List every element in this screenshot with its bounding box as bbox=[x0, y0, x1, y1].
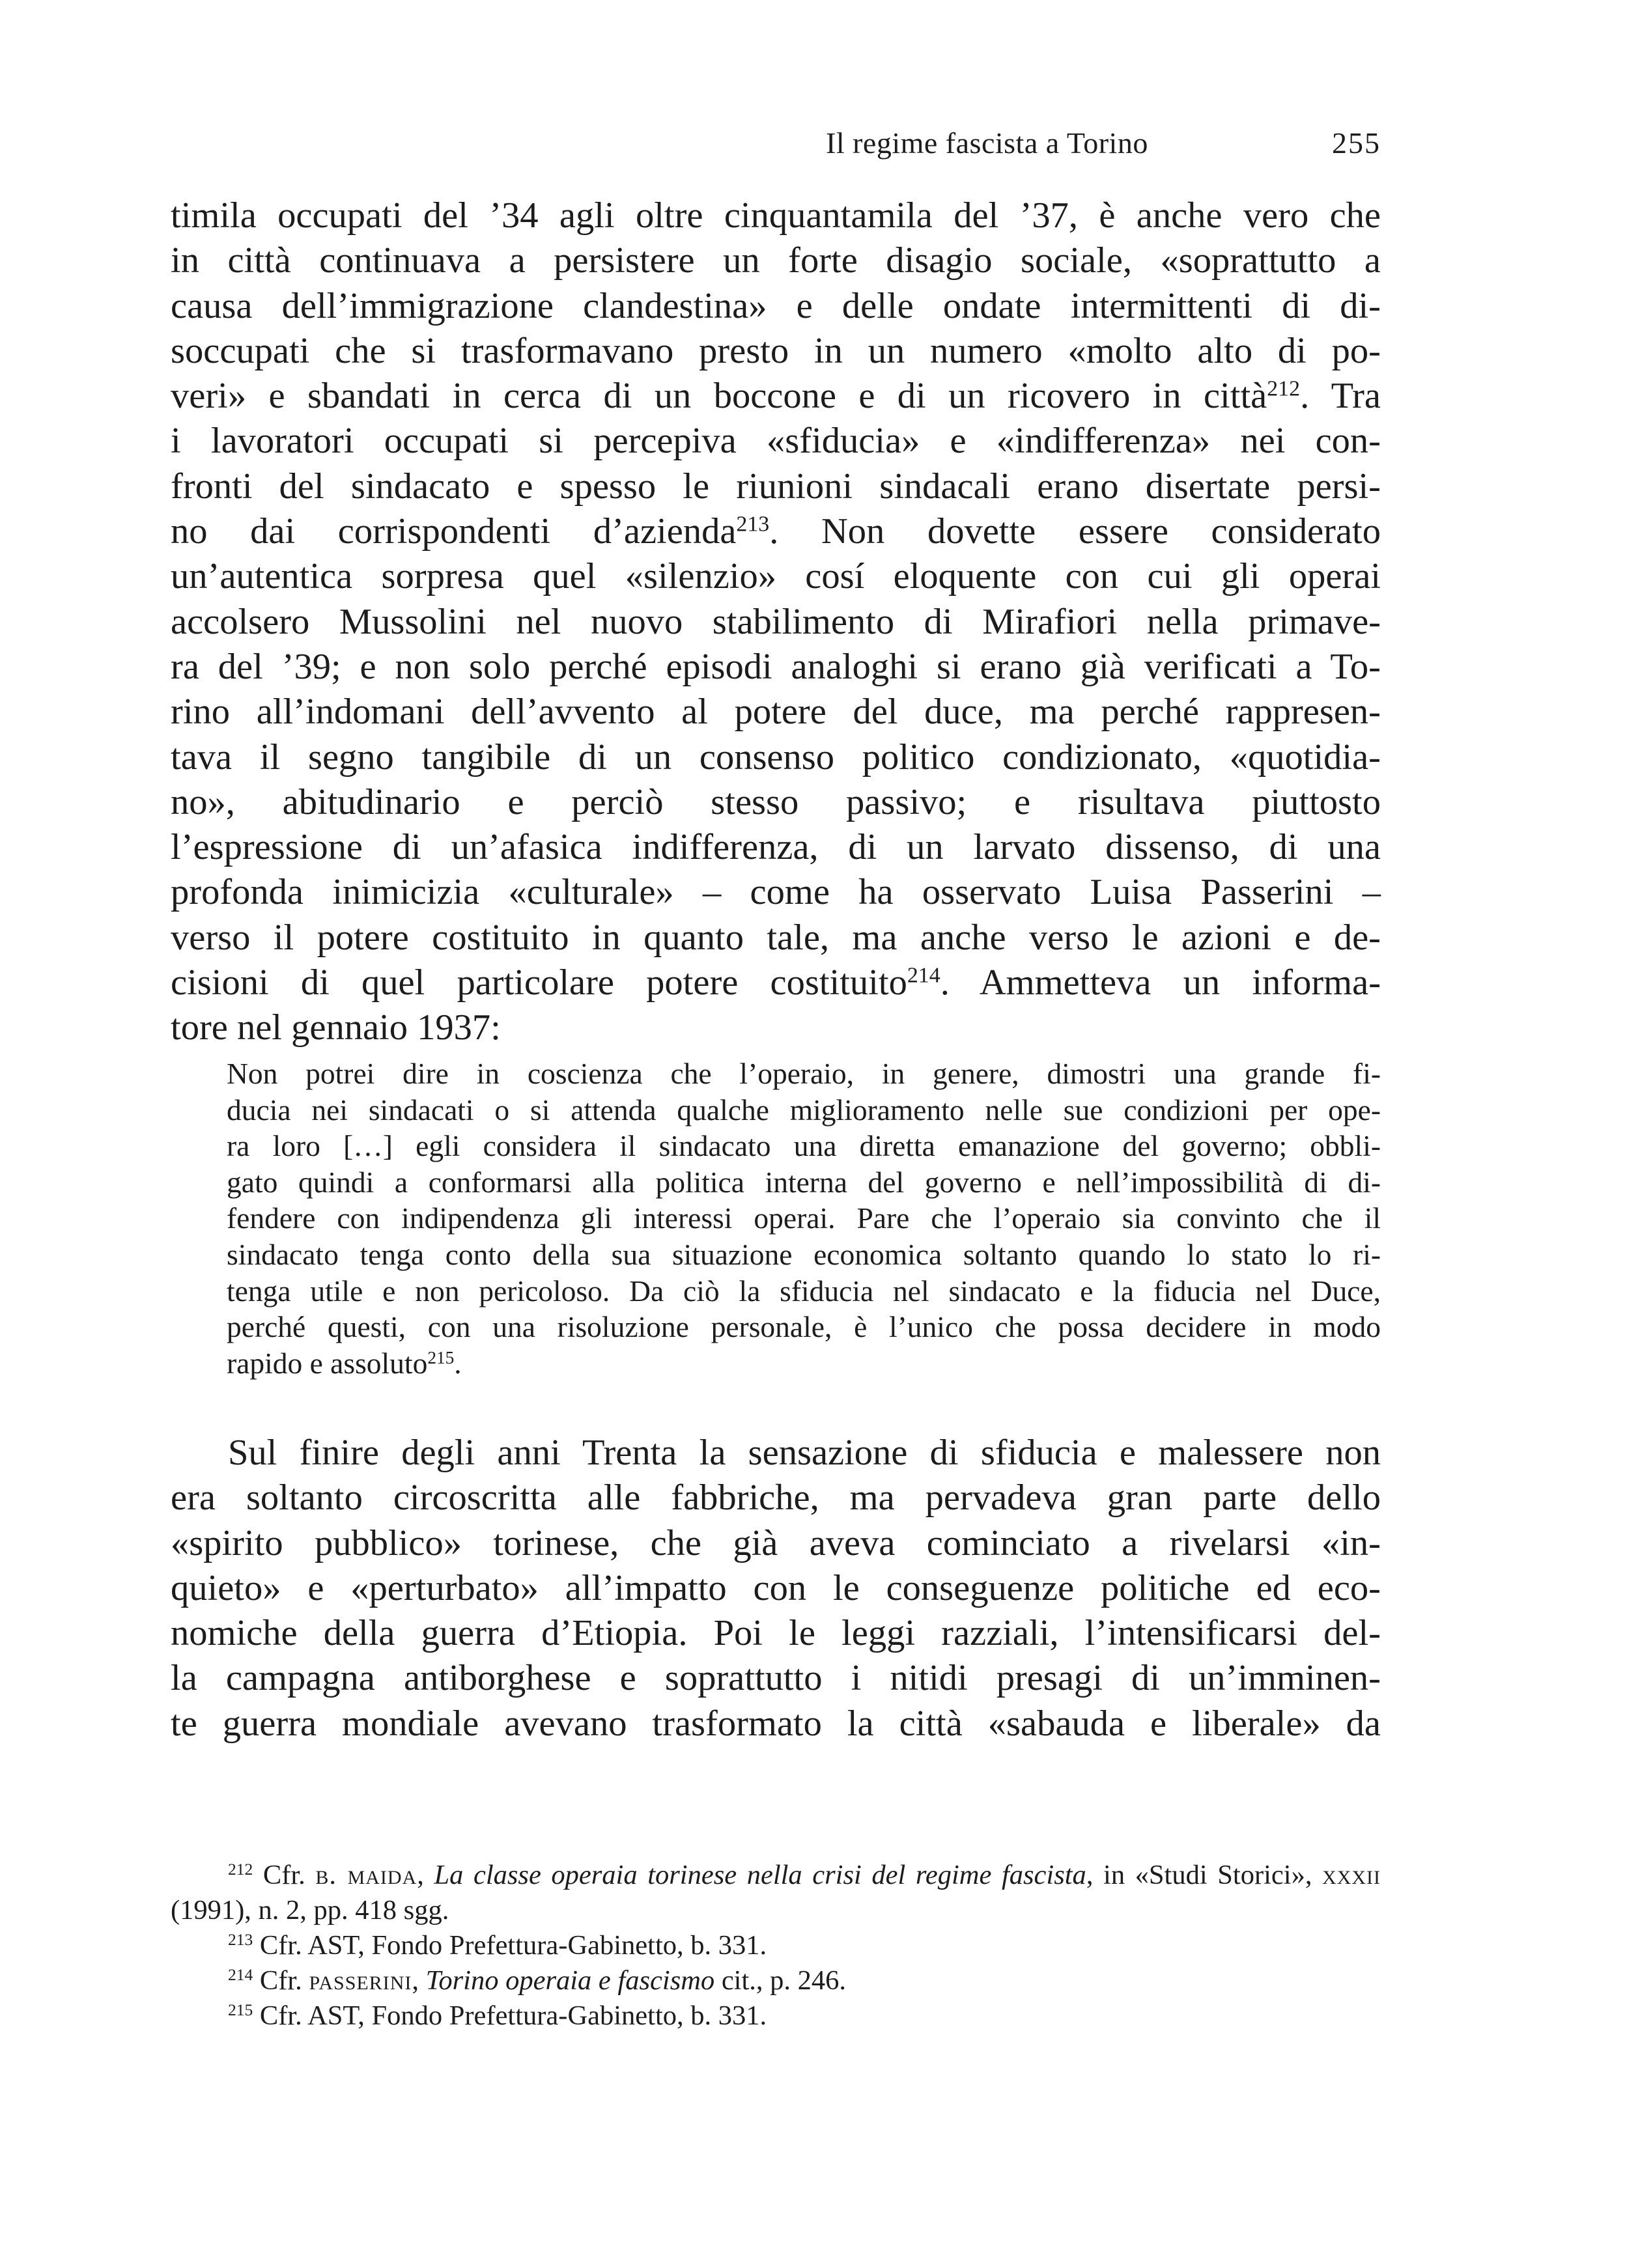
footnote-author: b. maida bbox=[315, 1860, 417, 1890]
paragraph-1 bbox=[171, 193, 1381, 1051]
text-line: gato quindi a conformarsi alla politica interna del governo e nell’impossibilità di di- bbox=[227, 1165, 1381, 1199]
text-line: quieto» e «perturbato» all’impatto con le conseguenze politiche ed eco- bbox=[171, 1567, 1381, 1608]
footnote-title: Torino operaia e fascismo bbox=[425, 1965, 715, 1996]
footnote-marker: 214 bbox=[907, 963, 940, 988]
text-line: no dai corrispondenti d’azienda$^{213}$. Non dovette essere considerato bbox=[171, 511, 1381, 552]
text-line: veri» e sbandati in cerca di un boccone e di un ricovero in città$^{212}$. Tra bbox=[171, 376, 1381, 417]
footnote-214: $^{214}$ Cfr. passerini, Torino operaia e fascismo cit., p. 246. bbox=[228, 1965, 847, 1996]
text-line: un’autentica sorpresa quel «silenzio» cosí eloquente con cui gli operai bbox=[171, 556, 1381, 597]
text-line: verso il potere costituito in quanto tale, ma anche verso le azioni e de- bbox=[171, 917, 1381, 958]
text-line: tore nel gennaio 1937: bbox=[171, 1007, 501, 1048]
text-line: fendere con indipendenza gli interessi operai. Pare che l’operaio sia convinto che il bbox=[227, 1201, 1381, 1235]
running-title: Il regime fascista a Torino bbox=[826, 126, 1148, 160]
footnote-212-continuation: (1991), n. 2, pp. 418 sgg. bbox=[171, 1895, 449, 1925]
text-line: Non potrei dire in coscienza che l’operaio, in genere, dimostri una grande fi- bbox=[227, 1057, 1381, 1090]
footnote-marker: 212 bbox=[1267, 376, 1301, 401]
text-line: cisioni di quel particolare potere costituito$^{214}$. Ammetteva un informa- bbox=[171, 962, 1381, 1003]
footnote-213: $^{213}$ Cfr. AST, Fondo Prefettura-Gabinetto, b. 331. bbox=[228, 1929, 767, 1961]
text-line: in città continuava a persistere un forte disagio sociale, «soprattutto a bbox=[171, 240, 1381, 281]
block-quote bbox=[227, 1056, 1381, 1381]
text-line: accolsero Mussolini nel nuovo stabilimento di Mirafiori nella primave- bbox=[171, 601, 1381, 642]
text-line: «spirito pubblico» torinese, che già aveva cominciato a rivelarsi «in- bbox=[171, 1522, 1381, 1563]
text-line: era soltanto circoscritta alle fabbriche, ma pervadeva gran parte dello bbox=[171, 1477, 1381, 1519]
text-line: causa dell’immigrazione clandestina» e delle ondate intermittenti di di- bbox=[171, 285, 1381, 326]
text-line: ra loro […] egli considera il sindacato una diretta emanazione del governo; obbli- bbox=[227, 1129, 1381, 1163]
footnote-marker: 215 bbox=[427, 1347, 455, 1367]
paragraph-2 bbox=[171, 1431, 1381, 1746]
text-line: fronti del sindacato e spesso le riunioni sindacali erano disertate persi- bbox=[171, 466, 1381, 507]
footnote-212: $^{212}$ Cfr. b. maida, La classe operaia torinese nella crisi del regime fascista, in «Studi Storici», xxxii bbox=[228, 1859, 1381, 1890]
text-line: ra del ’39; e non solo perché episodi analoghi si erano già verificati a To- bbox=[171, 646, 1381, 687]
page-number: 255 bbox=[1332, 126, 1381, 160]
text-line: Sul finire degli anni Trenta la sensazione di sfiducia e malessere non bbox=[228, 1433, 1381, 1473]
footnote-number: 212 bbox=[228, 1859, 253, 1879]
footnote-215: $^{215}$ Cfr. AST, Fondo Prefettura-Gabinetto, b. 331. bbox=[228, 2000, 767, 2031]
text-line: rino all’indomani dell’avvento al potere del duce, ma perché rappresen- bbox=[171, 692, 1381, 733]
text-line: i lavoratori occupati si percepiva «sfiducia» e «indifferenza» nei con- bbox=[171, 421, 1381, 462]
footnotes bbox=[171, 1858, 1381, 2034]
text-line: soccupati che si trasformavano presto in un numero «molto alto di po- bbox=[171, 330, 1381, 371]
footnote-number: 213 bbox=[228, 1929, 253, 1949]
text-line: tava il segno tangibile di un consenso politico condizionato, «quotidia- bbox=[171, 736, 1381, 777]
footnote-number: 215 bbox=[228, 2000, 253, 2019]
text-line: rapido e assoluto$^{215}$. bbox=[227, 1346, 462, 1380]
text-line: te guerra mondiale avevano trasformato la città «sabauda e liberale» da bbox=[171, 1703, 1381, 1744]
text-line: no», abitudinario e perciò stesso passivo; e risultava piuttosto bbox=[171, 781, 1381, 822]
text-line: nomiche della guerra d’Etiopia. Poi le leggi razziali, l’intensificarsi del- bbox=[171, 1613, 1381, 1654]
footnote-author: passerini bbox=[309, 1965, 412, 1996]
text-line: timila occupati del ’34 agli oltre cinquantamila del ’37, è anche vero che bbox=[171, 195, 1381, 236]
footnote-title: La classe operaia torinese nella crisi del regime fascista bbox=[434, 1860, 1086, 1890]
text-line: perché questi, con una risoluzione personale, è l’unico che possa decidere in modo bbox=[227, 1310, 1381, 1344]
text-line: tenga utile e non pericoloso. Da ciò la sfiducia nel sindacato e la fiducia nel Duce, bbox=[227, 1274, 1381, 1308]
footnote-volume: xxxii bbox=[1322, 1860, 1381, 1890]
text-line: l’espressione di un’afasica indifferenza, di un larvato dissenso, di una bbox=[171, 827, 1381, 868]
text-line: ducia nei sindacati o si attenda qualche miglioramento nelle sue condizioni per ope- bbox=[227, 1093, 1381, 1127]
text-line: la campagna antiborghese e soprattutto i nitidi presagi di un’imminen- bbox=[171, 1658, 1381, 1699]
footnote-number: 214 bbox=[228, 1965, 253, 1984]
footnote-marker: 213 bbox=[736, 512, 770, 537]
text-line: sindacato tenga conto della sua situazione economica soltanto quando lo stato lo ri- bbox=[227, 1237, 1381, 1271]
text-line: profonda inimicizia «culturale» – come ha osservato Luisa Passerini – bbox=[171, 872, 1381, 913]
